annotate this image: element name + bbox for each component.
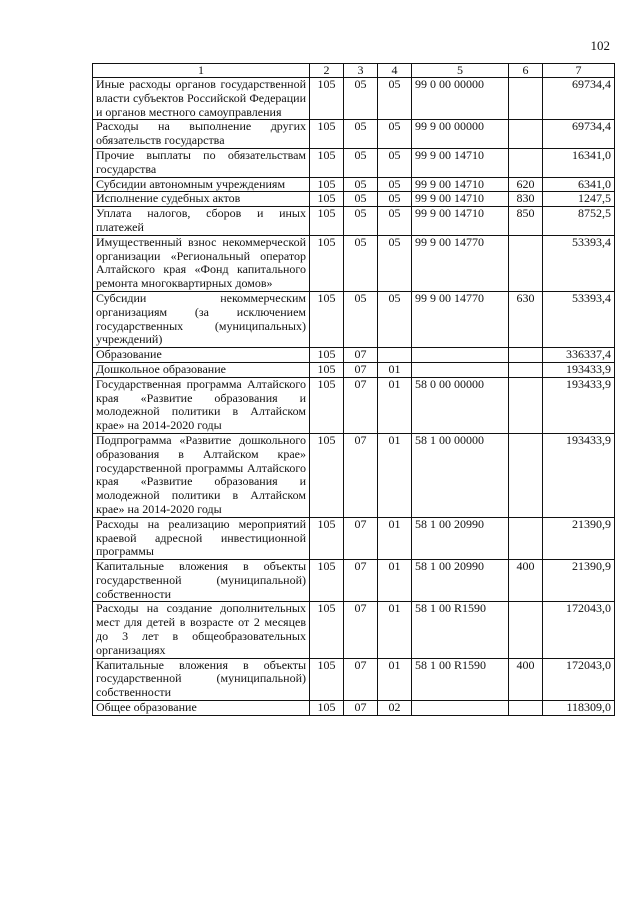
section-code-cell: 07 [344,560,378,602]
expense-type-cell: 400 [509,560,543,602]
ministry-code-cell: 105 [310,377,344,433]
header-col-2: 2 [310,64,344,78]
section-code-cell: 05 [344,148,378,177]
expense-name-cell: Уплата налогов, сборов и иных платежей [93,207,310,236]
header-col-3: 3 [344,64,378,78]
amount-cell: 8752,5 [543,207,615,236]
table-row [93,78,615,120]
expense-type-cell [509,348,543,363]
expense-name-cell: Дошкольное образование [93,362,310,377]
amount-cell: 69734,4 [543,120,615,149]
target-article-cell: 99 9 00 14710 [412,207,509,236]
expense-name-cell: Субсидии некоммерческим организациям (за исключением государственных (муниципальных) учреждений) [93,291,310,347]
ministry-code-cell: 105 [310,560,344,602]
subsection-code-cell: 05 [378,78,412,120]
expense-name-cell: Имущественный взнос некоммерческой организации «Региональный оператор Алтайского края «Фонд капитального ремонта многоквартирных домов» [93,235,310,291]
subsection-code-cell: 01 [378,433,412,517]
subsection-code-cell: 02 [378,701,412,716]
table-row [93,207,615,236]
expense-type-cell: 620 [509,177,543,192]
amount-cell: 21390,9 [543,560,615,602]
amount-cell: 336337,4 [543,348,615,363]
subsection-code-cell: 05 [378,177,412,192]
amount-cell: 16341,0 [543,148,615,177]
section-code-cell: 05 [344,235,378,291]
table-row [93,148,615,177]
ministry-code-cell: 105 [310,235,344,291]
section-code-cell: 05 [344,177,378,192]
expense-type-cell [509,235,543,291]
ministry-code-cell: 105 [310,517,344,559]
expense-name-cell: Расходы на создание дополнительных мест для детей в возрасте от 2 месяцев до 3 лет в общеобразовательных организациях [93,602,310,658]
section-code-cell: 07 [344,348,378,363]
amount-cell: 69734,4 [543,78,615,120]
target-article-cell: 99 0 00 00000 [412,78,509,120]
expense-type-cell [509,433,543,517]
expense-name-cell: Расходы на реализацию мероприятий краевой адресной инвестиционной программы [93,517,310,559]
subsection-code-cell [378,348,412,363]
amount-cell: 53393,4 [543,235,615,291]
amount-cell: 193433,9 [543,377,615,433]
subsection-code-cell: 05 [378,192,412,207]
expense-type-cell: 850 [509,207,543,236]
expense-type-cell [509,377,543,433]
target-article-cell: 99 9 00 14770 [412,291,509,347]
header-col-5: 5 [412,64,509,78]
subsection-code-cell: 05 [378,235,412,291]
section-code-cell: 05 [344,291,378,347]
section-code-cell: 07 [344,517,378,559]
expense-name-cell: Капитальные вложения в объекты государственной (муниципальной) собственности [93,658,310,700]
table-row [93,701,615,716]
target-article-cell: 58 1 00 R1590 [412,602,509,658]
header-col-6: 6 [509,64,543,78]
section-code-cell: 05 [344,192,378,207]
ministry-code-cell: 105 [310,192,344,207]
subsection-code-cell: 05 [378,120,412,149]
ministry-code-cell: 105 [310,348,344,363]
expense-type-cell [509,148,543,177]
section-code-cell: 05 [344,207,378,236]
ministry-code-cell: 105 [310,602,344,658]
budget-table [92,63,615,716]
target-article-cell [412,701,509,716]
subsection-code-cell: 01 [378,658,412,700]
target-article-cell [412,348,509,363]
target-article-cell: 99 9 00 14770 [412,235,509,291]
expense-name-cell: Подпрограмма «Развитие дошкольного образования в Алтайском крае» государственной программы Алтайского края «Развитие образования и молодежной политики в Алтайском крае» на 2014-2020 годы [93,433,310,517]
table-row [93,517,615,559]
ministry-code-cell: 105 [310,207,344,236]
section-code-cell: 07 [344,602,378,658]
expense-name-cell: Общее образование [93,701,310,716]
table-body [93,78,615,716]
subsection-code-cell: 01 [378,377,412,433]
expense-type-cell [509,362,543,377]
amount-cell: 21390,9 [543,517,615,559]
table-row [93,560,615,602]
amount-cell: 172043,0 [543,658,615,700]
ministry-code-cell: 105 [310,658,344,700]
ministry-code-cell: 105 [310,433,344,517]
ministry-code-cell: 105 [310,291,344,347]
expense-name-cell: Прочие выплаты по обязательствам государства [93,148,310,177]
table-row [93,658,615,700]
table-header-row [93,64,615,78]
ministry-code-cell: 105 [310,701,344,716]
table-row [93,291,615,347]
expense-type-cell: 400 [509,658,543,700]
expense-type-cell: 830 [509,192,543,207]
ministry-code-cell: 105 [310,148,344,177]
expense-type-cell [509,602,543,658]
expense-type-cell [509,701,543,716]
section-code-cell: 07 [344,658,378,700]
subsection-code-cell: 05 [378,207,412,236]
ministry-code-cell: 105 [310,177,344,192]
ministry-code-cell: 105 [310,78,344,120]
subsection-code-cell: 01 [378,362,412,377]
target-article-cell: 58 1 00 20990 [412,560,509,602]
header-col-7: 7 [543,64,615,78]
expense-name-cell: Исполнение судебных актов [93,192,310,207]
target-article-cell: 58 1 00 R1590 [412,658,509,700]
section-code-cell: 05 [344,78,378,120]
expense-name-cell: Государственная программа Алтайского края «Развитие образования и молодежной политики в Алтайском крае» на 2014-2020 годы [93,377,310,433]
expense-type-cell [509,517,543,559]
section-code-cell: 05 [344,120,378,149]
subsection-code-cell: 05 [378,291,412,347]
target-article-cell: 99 9 00 14710 [412,177,509,192]
table-row [93,177,615,192]
table-row [93,120,615,149]
target-article-cell: 99 9 00 14710 [412,148,509,177]
expense-type-cell: 630 [509,291,543,347]
header-col-1: 1 [93,64,310,78]
section-code-cell: 07 [344,433,378,517]
subsection-code-cell: 01 [378,560,412,602]
expense-name-cell: Иные расходы органов государственной власти субъектов Российской Федерации и органов местного самоуправления [93,78,310,120]
section-code-cell: 07 [344,377,378,433]
subsection-code-cell: 01 [378,517,412,559]
expense-type-cell [509,120,543,149]
subsection-code-cell: 05 [378,148,412,177]
target-article-cell: 58 0 00 00000 [412,377,509,433]
amount-cell: 6341,0 [543,177,615,192]
amount-cell: 53393,4 [543,291,615,347]
expense-type-cell [509,78,543,120]
subsection-code-cell: 01 [378,602,412,658]
amount-cell: 172043,0 [543,602,615,658]
ministry-code-cell: 105 [310,362,344,377]
amount-cell: 118309,0 [543,701,615,716]
target-article-cell: 58 1 00 00000 [412,433,509,517]
expense-name-cell: Образование [93,348,310,363]
expense-name-cell: Субсидии автономным учреждениям [93,177,310,192]
target-article-cell: 58 1 00 20990 [412,517,509,559]
section-code-cell: 07 [344,701,378,716]
ministry-code-cell: 105 [310,120,344,149]
amount-cell: 1247,5 [543,192,615,207]
table-row [93,362,615,377]
amount-cell: 193433,9 [543,362,615,377]
header-col-4: 4 [378,64,412,78]
target-article-cell [412,362,509,377]
section-code-cell: 07 [344,362,378,377]
table-row [93,377,615,433]
table-row [93,235,615,291]
target-article-cell: 99 9 00 14710 [412,192,509,207]
page-number: 102 [590,38,610,53]
table-row [93,192,615,207]
table-row [93,433,615,517]
expense-name-cell: Капитальные вложения в объекты государственной (муниципальной) собственности [93,560,310,602]
table-row [93,602,615,658]
table-row [93,348,615,363]
target-article-cell: 99 9 00 00000 [412,120,509,149]
amount-cell: 193433,9 [543,433,615,517]
expense-name-cell: Расходы на выполнение других обязательств государства [93,120,310,149]
